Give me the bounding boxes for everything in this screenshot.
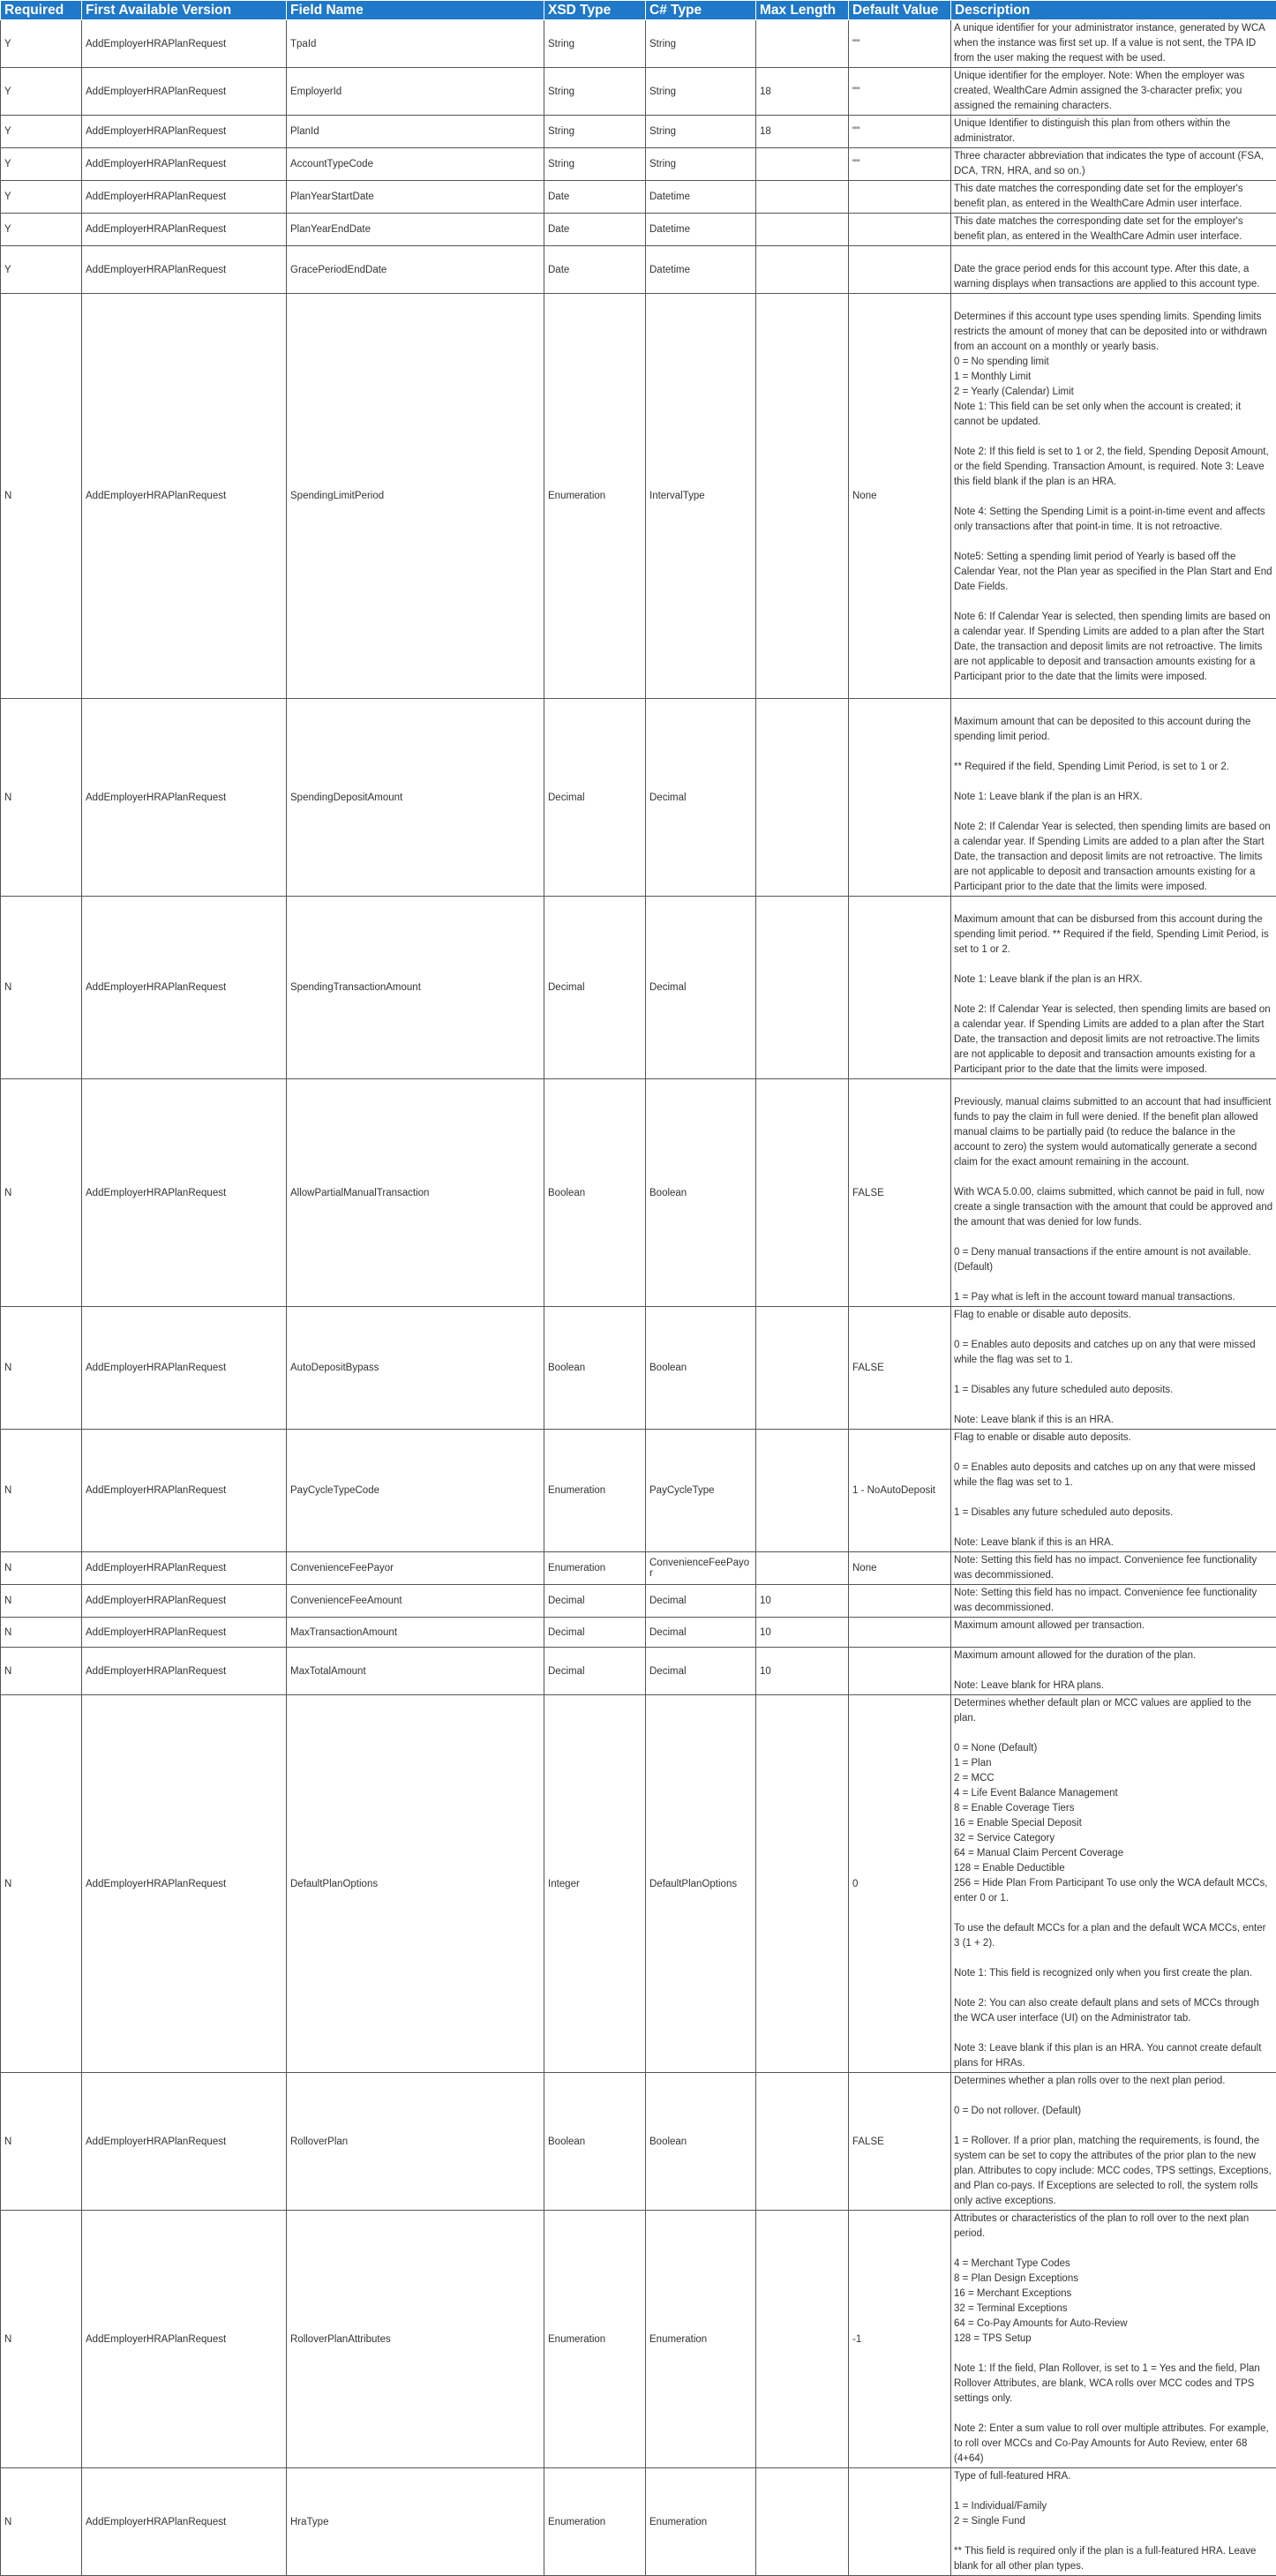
default-value-cell	[849, 214, 951, 246]
csharp-type-cell: ConvenienceFeePayor	[646, 1552, 756, 1585]
default-value-cell: None	[849, 1552, 951, 1585]
default-value-cell: None	[849, 294, 951, 699]
max-length-cell	[756, 1695, 849, 2073]
description-text: Date the grace period ends for this account type. After this date, a warning displays when transactions are applied to this account type.	[954, 247, 1273, 292]
csharp-type-cell: String	[646, 148, 756, 181]
csharp-type-cell: Datetime	[646, 214, 756, 246]
description-cell	[951, 1552, 1276, 1585]
version-cell: AddEmployerHRAPlanRequest	[82, 294, 287, 699]
table-row	[1, 20, 1276, 68]
required-cell: Y	[1, 68, 82, 116]
table-row	[1, 148, 1276, 181]
default-value-cell	[849, 699, 951, 897]
table-row	[1, 699, 1276, 897]
field-name-cell: AccountTypeCode	[287, 148, 544, 181]
description-text: Determines whether default plan or MCC values are applied to the plan. 0 = None (Default) 1 = Plan 2 = MCC 4 = Life Event Balance Management 8 = Enable Coverage Tiers 16 = Enable Special Deposit 32 = Service Category 64 = Manual Claim Percent Coverage 128 = Enable Deductible 256 = Hide Plan From Participant To use only the WCA default MCCs, enter 0 or 1. To use the default MCCs for a plan and the default WCA MCCs, enter 3 (1 + 2). Note 1: This field is recognized only when you first create the plan. Note 2: You can also create default plans and sets of MCCs through the WCA user interface (UI) on the Administrator tab. Note 3: Leave blank if this plan is an HRA. You cannot create default plans for HRAs.	[954, 1696, 1273, 2071]
max-length-cell	[756, 1430, 849, 1552]
description-text: This date matches the corresponding date set for the employer's benefit plan, as entered in the WealthCare Admin user interface.	[954, 182, 1273, 212]
max-length-cell	[756, 246, 849, 294]
xsd-type-cell: Decimal	[544, 1618, 646, 1648]
xsd-type-cell: String	[544, 116, 646, 148]
description-cell	[951, 897, 1276, 1079]
required-cell: N	[1, 1430, 82, 1552]
default-value-cell	[849, 897, 951, 1079]
required-cell: Y	[1, 214, 82, 246]
version-cell: AddEmployerHRAPlanRequest	[82, 1695, 287, 2073]
version-cell: AddEmployerHRAPlanRequest	[82, 1648, 287, 1695]
description-text: Three character abbreviation that indicates the type of account (FSA, DCA, TRN, HRA, and so on.)	[954, 149, 1273, 179]
table-row	[1, 1618, 1276, 1648]
field-name-cell: MaxTotalAmount	[287, 1648, 544, 1695]
field-name-cell: GracePeriodEndDate	[287, 246, 544, 294]
description-cell	[951, 2073, 1276, 2211]
required-cell: N	[1, 1695, 82, 2073]
version-cell: AddEmployerHRAPlanRequest	[82, 699, 287, 897]
version-cell: AddEmployerHRAPlanRequest	[82, 2211, 287, 2468]
description-cell	[951, 1430, 1276, 1552]
xsd-type-cell: Integer	[544, 1695, 646, 2073]
table-row	[1, 2073, 1276, 2211]
default-value-cell	[849, 1648, 951, 1695]
csharp-type-cell: Decimal	[646, 1648, 756, 1695]
required-cell: N	[1, 1552, 82, 1585]
description-text: Type of full-featured HRA. 1 = Individual/Family 2 = Single Fund ** This field is required only if the plan is a full-featured HRA. Leave blank for all other plan types.	[954, 2469, 1273, 2574]
required-cell: Y	[1, 20, 82, 68]
column-header-max-length: Max Length	[756, 1, 849, 20]
csharp-type-cell: Datetime	[646, 246, 756, 294]
required-cell: N	[1, 699, 82, 897]
description-cell	[951, 20, 1276, 68]
table-row	[1, 214, 1276, 246]
csharp-type-cell: Enumeration	[646, 2211, 756, 2468]
description-text: Maximum amount allowed for the duration of the plan. Note: Leave blank for HRA plans.	[954, 1648, 1273, 1694]
csharp-type-cell: String	[646, 20, 756, 68]
csharp-type-cell: Boolean	[646, 1079, 756, 1307]
version-cell: AddEmployerHRAPlanRequest	[82, 68, 287, 116]
description-cell	[951, 1618, 1276, 1648]
max-length-cell	[756, 1079, 849, 1307]
xsd-type-cell: String	[544, 20, 646, 68]
column-header-field-name: Field Name	[287, 1, 544, 20]
max-length-cell: 10	[756, 1648, 849, 1695]
description-cell	[951, 699, 1276, 897]
csharp-type-cell: Enumeration	[646, 2468, 756, 2576]
xsd-type-cell: Decimal	[544, 1585, 646, 1618]
max-length-cell	[756, 294, 849, 699]
max-length-cell	[756, 1307, 849, 1430]
max-length-cell: 10	[756, 1585, 849, 1618]
required-cell: N	[1, 294, 82, 699]
xsd-type-cell: String	[544, 68, 646, 116]
xsd-type-cell: Date	[544, 214, 646, 246]
version-cell: AddEmployerHRAPlanRequest	[82, 1618, 287, 1648]
required-cell: N	[1, 2211, 82, 2468]
description-cell	[951, 68, 1276, 116]
table-row	[1, 1585, 1276, 1618]
description-text: Previously, manual claims submitted to an account that had insufficient funds to pay the claim in full were denied. If the benefit plan allowed manual claims to be partially paid (to reduce the balance in the account to zero) the system would automatically generate a second claim for the exact amount remaining in the account. With WCA 5.0.00, claims submitted, which cannot be paid in full, now create a single transaction with the amount that could be approved and the amount that was denied for low funds. 0 = Deny manual transactions if the entire amount is not available. (Default) 1 = Pay what is left in the account toward manual transactions.	[954, 1080, 1273, 1305]
table-row	[1, 2211, 1276, 2468]
field-name-cell: PlanYearEndDate	[287, 214, 544, 246]
table-row	[1, 1695, 1276, 2073]
xsd-type-cell: Enumeration	[544, 1430, 646, 1552]
field-name-cell: AllowPartialManualTransaction	[287, 1079, 544, 1307]
field-name-cell: RolloverPlanAttributes	[287, 2211, 544, 2468]
required-cell: N	[1, 1079, 82, 1307]
version-cell: AddEmployerHRAPlanRequest	[82, 181, 287, 214]
default-value-cell: FALSE	[849, 1307, 951, 1430]
field-name-cell: PlanYearStartDate	[287, 181, 544, 214]
field-name-cell: TpaId	[287, 20, 544, 68]
xsd-type-cell: Decimal	[544, 897, 646, 1079]
csharp-type-cell: DefaultPlanOptions	[646, 1695, 756, 2073]
max-length-cell	[756, 897, 849, 1079]
required-cell: N	[1, 897, 82, 1079]
version-cell: AddEmployerHRAPlanRequest	[82, 1585, 287, 1618]
table-row	[1, 68, 1276, 116]
xsd-type-cell: Decimal	[544, 1648, 646, 1695]
default-value-cell: ""	[849, 116, 951, 148]
version-cell: AddEmployerHRAPlanRequest	[82, 897, 287, 1079]
max-length-cell	[756, 2211, 849, 2468]
field-name-cell: AutoDepositBypass	[287, 1307, 544, 1430]
description-text: Flag to enable or disable auto deposits. 0 = Enables auto deposits and catches up on any that were missed while the flag was set to 1. 1 = Disables any future scheduled auto deposits. Note: Leave blank if this is an HRA.	[954, 1308, 1273, 1428]
csharp-type-cell: String	[646, 116, 756, 148]
required-cell: N	[1, 1307, 82, 1430]
table-row	[1, 294, 1276, 699]
table-row	[1, 1430, 1276, 1552]
default-value-cell: FALSE	[849, 2073, 951, 2211]
field-name-cell: EmployerId	[287, 68, 544, 116]
xsd-type-cell: Boolean	[544, 1307, 646, 1430]
field-name-cell: ConvenienceFeeAmount	[287, 1585, 544, 1618]
field-name-cell: ConvenienceFeePayor	[287, 1552, 544, 1585]
xsd-type-cell: Decimal	[544, 699, 646, 897]
xsd-type-cell: Boolean	[544, 2073, 646, 2211]
required-cell: Y	[1, 116, 82, 148]
description-cell	[951, 1648, 1276, 1695]
required-cell: Y	[1, 246, 82, 294]
default-value-cell: ""	[849, 68, 951, 116]
max-length-cell	[756, 699, 849, 897]
description-cell	[951, 1079, 1276, 1307]
version-cell: AddEmployerHRAPlanRequest	[82, 1307, 287, 1430]
description-text: A unique identifier for your administrator instance, generated by WCA when the instance was first set up. If a value is not sent, the TPA ID from the user making the request with be used.	[954, 21, 1273, 66]
description-cell	[951, 2211, 1276, 2468]
description-cell	[951, 116, 1276, 148]
table-row	[1, 1307, 1276, 1430]
table-row	[1, 116, 1276, 148]
xsd-type-cell: String	[544, 148, 646, 181]
version-cell: AddEmployerHRAPlanRequest	[82, 246, 287, 294]
description-text: Attributes or characteristics of the plan to roll over to the next plan period. 4 = Merchant Type Codes 8 = Plan Design Exceptions 16 = Merchant Exceptions 32 = Terminal Exceptions 64 = Co-Pay Amounts for Auto-Review 128 = TPS Setup Note 1: If the field, Plan Rollover, is set to 1 = Yes and the field, Plan Rollover Attributes, are blank, WCA rolls over MCC codes and TPS settings only. Note 2: Enter a sum value to roll over multiple attributes. For example, to roll over MCCs and Co-Pay Amounts for Auto Review, enter 68 (4+64)	[954, 2212, 1273, 2467]
version-cell: AddEmployerHRAPlanRequest	[82, 2073, 287, 2211]
description-cell	[951, 1585, 1276, 1618]
table-row	[1, 897, 1276, 1079]
csharp-type-cell: Decimal	[646, 699, 756, 897]
description-cell	[951, 2468, 1276, 2576]
field-name-cell: PayCycleTypeCode	[287, 1430, 544, 1552]
xsd-type-cell: Date	[544, 181, 646, 214]
description-text: Maximum amount that can be deposited to this account during the spending limit period. ** Required if the field, Spending Limit Period, is set to 1 or 2. Note 1: Leave blank if the plan is an HRX. Note 2: If Calendar Year is selected, then spending limits are based on a calendar year. If Spending Limits are added to a plan after the Start Date, the transaction and deposit limits are not retroactive. The limits are not applicable to deposit and transaction amounts existing for a Participant prior to the date that the limits were imposed.	[954, 700, 1273, 895]
csharp-type-cell: Decimal	[646, 897, 756, 1079]
description-text: Note: Setting this field has no impact. Convenience fee functionality was decommissioned.	[954, 1553, 1273, 1583]
column-header-xsd-type: XSD Type	[544, 1, 646, 20]
field-name-cell: MaxTransactionAmount	[287, 1618, 544, 1648]
csharp-type-cell: Datetime	[646, 181, 756, 214]
description-text: Determines whether a plan rolls over to the next plan period. 0 = Do not rollover. (Default) 1 = Rollover. If a prior plan, matching the requirements, is found, the system can be set to copy the attributes of the prior plan to the new plan. Attributes to copy include: MCC codes, TPS settings, Exceptions, and Plan co-pays. If Exceptions are selected to roll, the system rolls only active exceptions.	[954, 2074, 1273, 2209]
table-body	[1, 20, 1276, 2576]
csharp-type-cell: Boolean	[646, 2073, 756, 2211]
column-header-default-value: Default Value	[849, 1, 951, 20]
column-header-description: Description	[951, 1, 1276, 20]
xsd-type-cell: Enumeration	[544, 1552, 646, 1585]
version-cell: AddEmployerHRAPlanRequest	[82, 116, 287, 148]
column-header-version: First Available Version	[82, 1, 287, 20]
max-length-cell	[756, 148, 849, 181]
table-row	[1, 2468, 1276, 2576]
default-value-cell	[849, 2468, 951, 2576]
version-cell: AddEmployerHRAPlanRequest	[82, 214, 287, 246]
table-row	[1, 1648, 1276, 1695]
csharp-type-cell: String	[646, 68, 756, 116]
max-length-cell: 18	[756, 68, 849, 116]
csharp-type-cell: IntervalType	[646, 294, 756, 699]
required-cell: N	[1, 1648, 82, 1695]
description-cell	[951, 181, 1276, 214]
max-length-cell: 10	[756, 1618, 849, 1648]
default-value-cell	[849, 1585, 951, 1618]
default-value-cell: 0	[849, 1695, 951, 2073]
table-row	[1, 1552, 1276, 1585]
max-length-cell	[756, 181, 849, 214]
description-text: Maximum amount allowed per transaction.	[954, 1618, 1273, 1633]
description-cell	[951, 1695, 1276, 2073]
max-length-cell	[756, 2468, 849, 2576]
description-text: Determines if this account type uses spending limits. Spending limits restricts the amount of money that can be deposited into or withdrawn from an account on a monthly or yearly basis. 0 = No spending limit 1 = Monthly Limit 2 = Yearly (Calendar) Limit Note 1: This field can be set only when the account is created; it cannot be updated. Note 2: If this field is set to 1 or 2, the field, Spending Deposit Amount, or the field Spending. Transaction Amount, is required. Note 3: Leave this field blank if the plan is an HRA. Note 4: Setting the Spending Limit is a point-in-time event and affects only transactions after that point-in time. It is not retroactive. Note5: Setting a spending limit period of Yearly is based off the Calendar Year, not the Plan year as specified in the Plan Start and End Date Fields. Note 6: If Calendar Year is selected, then spending limits are based on a calendar year. If Spending Limits are added to a plan after the Start Date, the transaction and deposit limits are not retroactive. The limits are not applicable to deposit and transaction amounts existing for a Participant prior to the date that the limits were imposed.	[954, 295, 1273, 685]
xsd-type-cell: Enumeration	[544, 294, 646, 699]
description-text: Maximum amount that can be disbursed from this account during the spending limit period. ** Required if the field, Spending Limit Period, is set to 1 or 2. Note 1: Leave blank if the plan is an HRX. Note 2: If Calendar Year is selected, then spending limits are based on a calendar year. If Spending Limits are added to a plan after the Start Date, the transaction and deposit limits are not retroactive.The limits are not applicable to deposit and transaction amounts existing for a Participant prior to the date that the limits were imposed.	[954, 897, 1273, 1078]
default-value-cell	[849, 246, 951, 294]
required-cell: N	[1, 1585, 82, 1618]
required-cell: Y	[1, 181, 82, 214]
max-length-cell	[756, 20, 849, 68]
csharp-type-cell: PayCycleType	[646, 1430, 756, 1552]
xsd-type-cell: Date	[544, 246, 646, 294]
version-cell: AddEmployerHRAPlanRequest	[82, 1079, 287, 1307]
description-text: Unique identifier for the employer. Note: When the employer was created, WealthCare Admin assigned the 3-character prefix; you assigned the remaining characters.	[954, 69, 1273, 114]
field-name-cell: RolloverPlan	[287, 2073, 544, 2211]
column-header-csharp-type: C# Type	[646, 1, 756, 20]
default-value-cell	[849, 181, 951, 214]
default-value-cell: -1	[849, 2211, 951, 2468]
required-cell: N	[1, 2073, 82, 2211]
max-length-cell	[756, 214, 849, 246]
field-name-cell: HraType	[287, 2468, 544, 2576]
required-cell: N	[1, 2468, 82, 2576]
description-text: This date matches the corresponding date set for the employer's benefit plan, as entered in the WealthCare Admin user interface.	[954, 214, 1273, 244]
version-cell: AddEmployerHRAPlanRequest	[82, 1552, 287, 1585]
field-name-cell: SpendingTransactionAmount	[287, 897, 544, 1079]
field-name-cell: DefaultPlanOptions	[287, 1695, 544, 2073]
field-name-cell: PlanId	[287, 116, 544, 148]
default-value-cell: ""	[849, 148, 951, 181]
default-value-cell: 1 - NoAutoDeposit	[849, 1430, 951, 1552]
description-cell	[951, 294, 1276, 699]
version-cell: AddEmployerHRAPlanRequest	[82, 20, 287, 68]
table-row	[1, 1079, 1276, 1307]
description-cell	[951, 214, 1276, 246]
xsd-type-cell: Boolean	[544, 1079, 646, 1307]
default-value-cell	[849, 1618, 951, 1648]
field-name-cell: SpendingLimitPeriod	[287, 294, 544, 699]
description-text: Flag to enable or disable auto deposits. 0 = Enables auto deposits and catches up on any that were missed while the flag was set to 1. 1 = Disables any future scheduled auto deposits. Note: Leave blank if this is an HRA.	[954, 1431, 1273, 1551]
xsd-type-cell: Enumeration	[544, 2468, 646, 2576]
field-name-cell: SpendingDepositAmount	[287, 699, 544, 897]
csharp-type-cell: Decimal	[646, 1618, 756, 1648]
required-cell: N	[1, 1618, 82, 1648]
table-row	[1, 246, 1276, 294]
max-length-cell: 18	[756, 116, 849, 148]
description-cell	[951, 148, 1276, 181]
description-text: Unique Identifier to distinguish this plan from others within the administrator.	[954, 116, 1273, 146]
csharp-type-cell: Boolean	[646, 1307, 756, 1430]
xsd-type-cell: Enumeration	[544, 2211, 646, 2468]
default-value-cell: ""	[849, 20, 951, 68]
csharp-type-cell: Decimal	[646, 1585, 756, 1618]
description-cell	[951, 246, 1276, 294]
table-row	[1, 181, 1276, 214]
version-cell: AddEmployerHRAPlanRequest	[82, 1430, 287, 1552]
max-length-cell	[756, 1552, 849, 1585]
required-cell: Y	[1, 148, 82, 181]
description-text: Note: Setting this field has no impact. Convenience fee functionality was decommissioned.	[954, 1586, 1273, 1616]
version-cell: AddEmployerHRAPlanRequest	[82, 2468, 287, 2576]
default-value-cell: FALSE	[849, 1079, 951, 1307]
column-header-required: Required	[1, 1, 82, 20]
version-cell: AddEmployerHRAPlanRequest	[82, 148, 287, 181]
header-row	[1, 1, 1276, 20]
max-length-cell	[756, 2073, 849, 2211]
description-cell	[951, 1307, 1276, 1430]
